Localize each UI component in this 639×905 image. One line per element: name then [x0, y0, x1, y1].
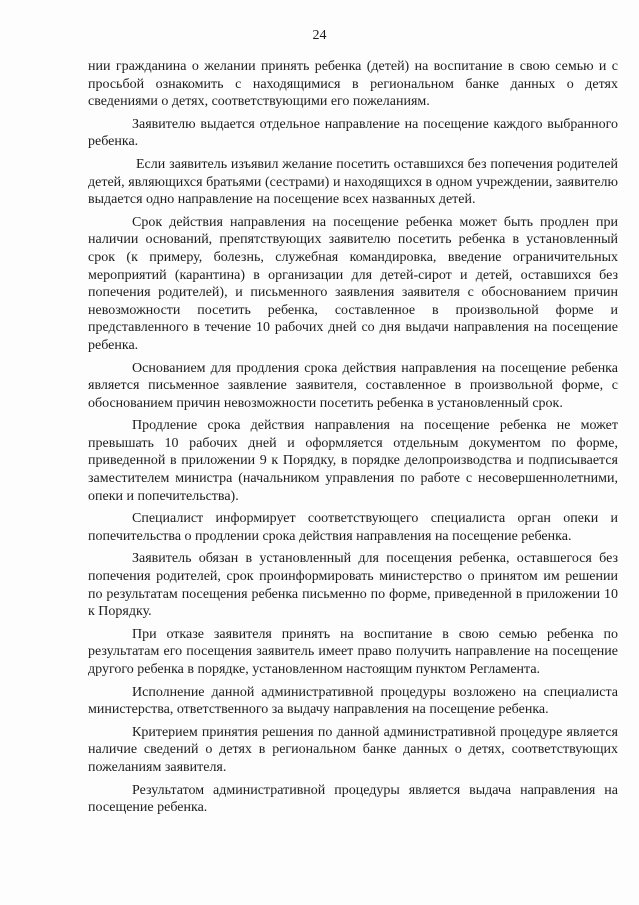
paragraph-decision-criterion: Критерием принятия решения по данной административной процедуре является наличие сведений о детях в региональном банке данных о детях, соответствующих пожеланиям заявителя.: [88, 724, 618, 775]
paragraph-siblings-referral: Если заявитель изъявил желание посетить оставшихся без попечения родителей детей, являющихся братьями (сестрами) и находящихся в одном учреждении, заявителю выдается одно направление на посещение всех названных детей.: [88, 156, 618, 208]
document-body: [88, 58, 618, 822]
paragraph-execution: Исполнение данной административной процедуры возложено на специалиста министерства, ответственного за выдачу направления на посещение ребенка.: [88, 684, 618, 718]
page-number: 24: [312, 28, 327, 43]
paragraph-specialist-informs: Специалист информирует соответствующего специалиста орган опеки и попечительства о продлении срока действия направления на посещение ребенка.: [88, 511, 618, 544]
paragraph-result: Результатом административной процедуры является выдача направления на посещение ребенка.: [88, 782, 618, 816]
paragraph-extension-grounds: Срок действия направления на посещение ребенка может быть продлен при наличии оснований, препятствующих заявителю посетить ребенка в установленный срок (к примеру, болезнь, служебная командировка, введение ограничительных мероприятий (карантина) в организации для детей-сирот и детей, оставшихся без попечения родителей), и письменного заявления заявителя с обоснованием причин невозможности посетить ребенка, составленное в произвольной форме и представленного в течение 10 рабочих дней со дня выдачи направления на посещение ребенка.: [88, 214, 618, 353]
paragraph-continuation: нии гражданина о желании принять ребенка (детей) на воспитание в свою семью и с просьбой ознакомить с находящимися в региональном банке данных о детях сведениями о детях, соответствующими его пожеланиям.: [88, 59, 618, 110]
paragraph-refusal: При отказе заявителя принять на воспитание в свою семью ребенка по результатам его посещения заявитель имеет право получить направление на посещение другого ребенка в порядке, установленном настоящим пунктом Регламента.: [88, 626, 618, 677]
paragraph-extension-limit: Продление срока действия направления на посещение ребенка не может превышать 10 рабочих дней и оформляется отдельным документом по форме, приведенной в приложении 9 к Порядку, в порядке делопроизводства и подписывается заместителем министра (начальником управления по работе с несовершеннолетними, опеки и попечительства).: [88, 418, 618, 504]
paragraph-separate-referral: Заявителю выдается отдельное направление на посещение каждого выбранного ребенка.: [88, 116, 618, 150]
paragraph-applicant-obligation: Заявитель обязан в установленный для посещения ребенка, оставшегося без попечения родителей, срок проинформировать министерство о принятом им решении по результатам посещения ребенка письменно по форме, приведенной в приложении 10 к Порядку.: [88, 551, 618, 620]
paragraph-extension-basis: Основанием для продления срока действия направления на посещение ребенка является письменное заявление заявителя, составленное в произвольной форме, с обоснованием причин невозможности посетить ребенка в установленный срок.: [88, 360, 618, 411]
